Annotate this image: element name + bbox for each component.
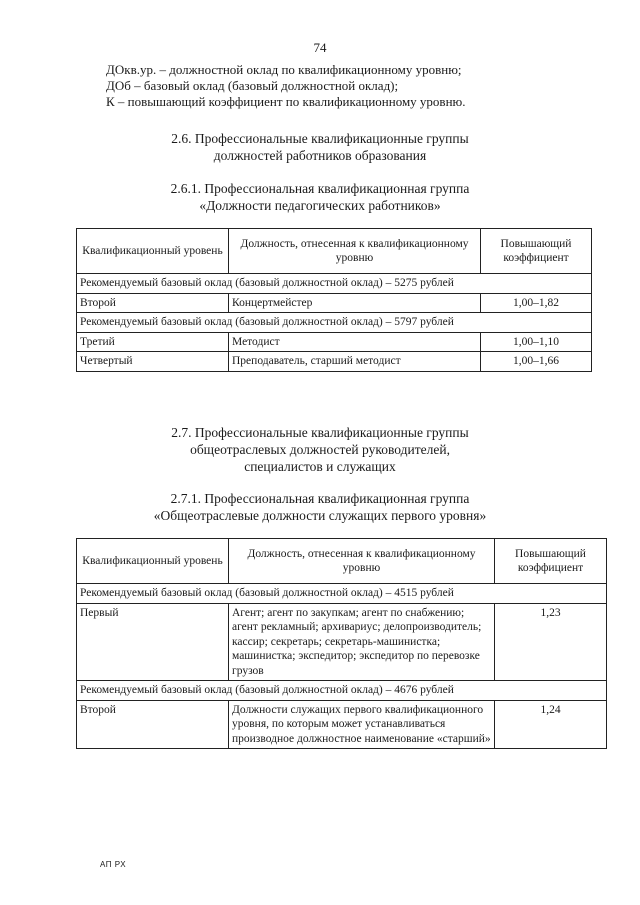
heading-line: 2.6.1. Профессиональная квалификационная группа — [170, 181, 470, 196]
page-number: 74 — [313, 40, 327, 55]
salary-text: Рекомендуемый базовый оклад (базовый должностной оклад) – 4515 рублей — [77, 584, 607, 604]
salary-text: Рекомендуемый базовый оклад (базовый должностной оклад) – 4676 рублей — [77, 681, 607, 701]
cell-position: Преподаватель, старший методист — [229, 352, 481, 372]
table-row — [77, 700, 607, 749]
heading-line: 2.7.1. Профессиональная квалификационная группа — [170, 491, 470, 506]
cell-level: Первый — [77, 603, 229, 681]
section-2-7-heading — [0, 424, 640, 475]
heading-line: «Общеотраслевые должности служащих первого уровня» — [153, 508, 487, 523]
header-coefficient: Повышающий коэффициент — [495, 539, 607, 584]
header-level: Квалификационный уровень — [77, 229, 229, 274]
table-header-row — [77, 229, 592, 274]
legend-line: К – повышающий коэффициент по квалификационному уровню. — [106, 94, 466, 109]
legend-line: ДОкв.ур. – должностной оклад по квалификационному уровню; — [106, 62, 462, 77]
cell-coefficient: 1,23 — [495, 603, 607, 681]
cell-position: Концертмейстер — [229, 293, 481, 313]
heading-line: общеотраслевых должностей руководителей, — [190, 442, 450, 457]
table-row — [77, 603, 607, 681]
heading-line: 2.7. Профессиональные квалификационные группы — [171, 425, 469, 440]
cell-position: Методист — [229, 332, 481, 352]
header-coefficient: Повышающий коэффициент — [481, 229, 592, 274]
header-level: Квалификационный уровень — [77, 539, 229, 584]
cell-coefficient: 1,00–1,82 — [481, 293, 592, 313]
cell-coefficient: 1,00–1,66 — [481, 352, 592, 372]
formula-legend — [106, 62, 606, 110]
salary-row — [77, 274, 592, 294]
salary-row — [77, 584, 607, 604]
salary-row — [77, 313, 592, 333]
cell-level: Третий — [77, 332, 229, 352]
cell-level: Второй — [77, 700, 229, 749]
cell-coefficient: 1,00–1,10 — [481, 332, 592, 352]
heading-line: специалистов и служащих — [244, 459, 396, 474]
cell-level: Четвертый — [77, 352, 229, 372]
general-staff-table — [76, 538, 607, 749]
salary-text: Рекомендуемый базовый оклад (базовый должностной оклад) – 5275 рублей — [77, 274, 592, 294]
footer-mark: АП РХ — [100, 860, 127, 869]
heading-line: «Должности педагогических работников» — [199, 198, 441, 213]
pedagogical-staff-table — [76, 228, 592, 372]
header-position: Должность, отнесенная к квалификационному уровню — [229, 539, 495, 584]
cell-level: Второй — [77, 293, 229, 313]
table-row — [77, 332, 592, 352]
heading-line: 2.6. Профессиональные квалификационные группы — [171, 131, 469, 146]
salary-row — [77, 681, 607, 701]
salary-text: Рекомендуемый базовый оклад (базовый должностной оклад) – 5797 рублей — [77, 313, 592, 333]
cell-position: Агент; агент по закупкам; агент по снабжению; агент рекламный; архивариус; делопроизводитель; кассир; секретарь; секретарь-машинистка; машинистка; экспедитор; экспедитор по перевозке грузов — [229, 603, 495, 681]
table-header-row — [77, 539, 607, 584]
table-row — [77, 352, 592, 372]
header-position: Должность, отнесенная к квалификационному уровню — [229, 229, 481, 274]
heading-line: должностей работников образования — [213, 148, 427, 163]
section-2-7-1-heading — [0, 490, 640, 524]
section-2-6-1-heading — [0, 180, 640, 214]
cell-coefficient: 1,24 — [495, 700, 607, 749]
table-row — [77, 293, 592, 313]
section-2-6-heading — [0, 130, 640, 164]
cell-position: Должности служащих первого квалификационного уровня, по которым может устанавливаться производное должностное наименование «старший» — [229, 700, 495, 749]
legend-line: ДОб – базовый оклад (базовый должностной оклад); — [106, 78, 399, 93]
